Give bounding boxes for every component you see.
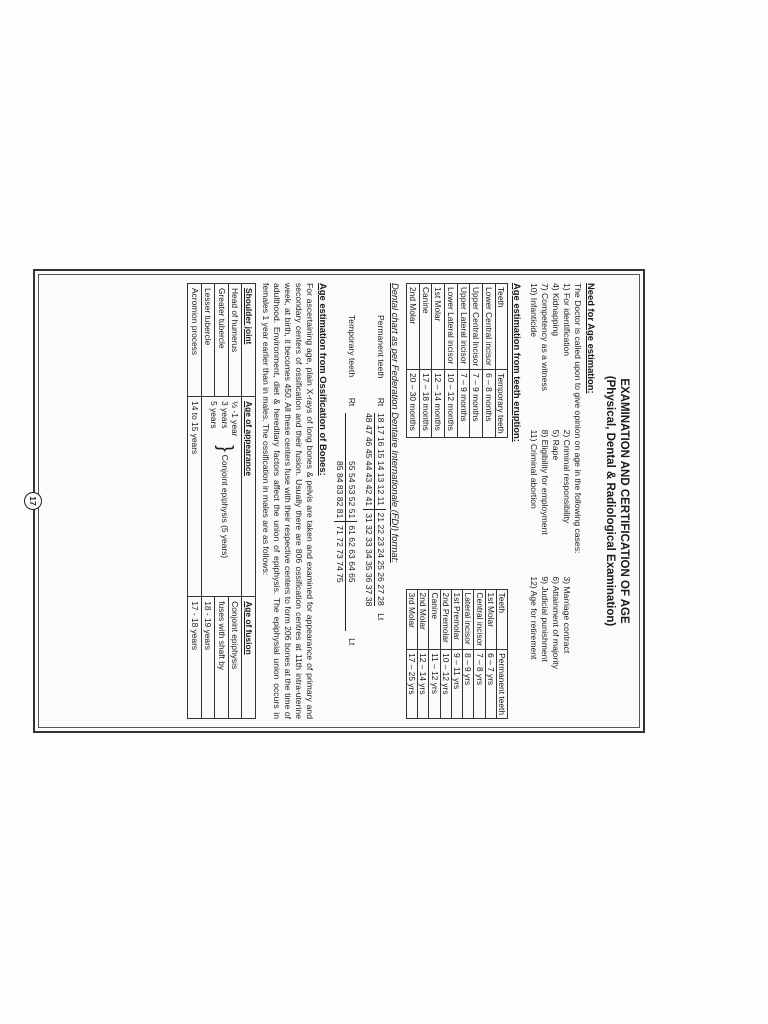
table-row: Head of humerus ½ -1 year 3 years 5 years } Conjoint epiphysis (5 years) Conjoint epiphysis — [228, 284, 242, 719]
need-item: 12) Age for retirement — [529, 576, 540, 660]
table-row: 1st Molar 6 – 7 yrs — [485, 589, 496, 718]
fdi-heading: Dental chart as per Federation Dentaire Internationale (FDI) format: — [389, 283, 401, 563]
need-list — [528, 283, 572, 719]
need-item: 11) Criminal abortion — [529, 429, 540, 509]
table-row: Lower Lateral incisor 10 – 12 months — [444, 284, 457, 438]
table-row: 3rd Molar 17 – 25 yrs — [406, 589, 417, 718]
brace-icon: } — [213, 445, 236, 452]
fdi-permanent-upper: Permanent teeth Rt 18 17 16 15 14 13 12 11 21 22 23 24 25 26 27 28 Lt — [374, 283, 386, 719]
table-row: Greater tubercle fuses with shaft by — [215, 284, 229, 719]
conjoint-note: Conjoint epiphysis (5 years) — [219, 454, 230, 559]
need-heading: Need for Age estimation: — [586, 283, 598, 394]
fdi-temporary-upper: Temporary teeth Rt 55 54 53 52 51 61 62 63 64 65 Lt — [345, 283, 357, 719]
need-item: 3) Marriage contract — [562, 576, 573, 654]
table-row: 2nd Molar 12 – 14 yrs — [418, 589, 429, 718]
eruption-tables — [406, 283, 508, 719]
ossification-table — [187, 283, 256, 719]
table-row: Canine 11 – 12 yrs — [429, 589, 440, 718]
need-item: 5) Rape — [551, 429, 562, 461]
table-header-row: Teeth Temporary teeth — [495, 284, 508, 438]
fdi-permanent-lower: 48 47 46 45 44 43 42 41 31 32 33 34 35 36 37 38 — [363, 413, 374, 607]
need-item: 9) Judicial punishment — [540, 576, 551, 662]
need-item: 4) Kidnapping — [551, 283, 562, 337]
fdi-temporary-lower: 85 84 83 82 81 71 72 73 74 75 — [334, 283, 345, 719]
table-header-row: Teeth Permanent teeth — [496, 589, 507, 718]
page-number: 17 — [24, 492, 42, 510]
permanent-teeth-table — [406, 589, 508, 719]
fdi-permanent-label: Permanent teeth — [375, 315, 386, 379]
table-row: Acromion process 14 to 15 years 17 - 18 years — [188, 284, 202, 719]
temporary-teeth-table — [406, 283, 508, 438]
table-row: Lesser tubercle 18 - 19 years — [201, 284, 215, 719]
certificate-page — [28, 269, 645, 733]
fdi-temporary-label: Temporary teeth — [346, 315, 357, 378]
table-row: 2nd Premolar 10 – 12 yrs — [440, 589, 451, 718]
page-title: EXAMINATION AND CERTIFICATION OF AGE (Physical, Dental & Radiological Examination) — [603, 375, 630, 627]
eruption-heading: Age estimation from teeth eruption: — [512, 283, 524, 442]
need-intro: The Doctor is called upon to give opinion on age in the following cases: — [573, 283, 584, 554]
table-header-row: Shoulder joint Age of appearance Age of fusion — [242, 284, 256, 719]
need-item: 1) For identification — [562, 283, 573, 357]
table-row: Central incisor 7 – 8 yrs — [474, 589, 485, 718]
need-item: 6) Attainment of majority — [551, 576, 562, 669]
table-row: 1st Premolar 9 – 11 yrs — [451, 589, 462, 718]
table-row: 1st Molar 12 – 14 months — [432, 284, 445, 438]
need-item: 7) Competency as a witness — [540, 283, 551, 391]
need-item: 10) Infanticide — [529, 283, 540, 337]
table-row: Upper Central Incisor 7 – 9 months — [470, 284, 483, 438]
table-row: Lateral incisor 8 – 9 yrs — [463, 589, 474, 718]
need-item: 8) Eligibility for employment — [540, 429, 551, 535]
table-row: 2nd Molar 20 – 30 months — [406, 284, 419, 438]
table-row: Upper Lateral incisor 7 – 9 months — [457, 284, 470, 438]
table-row: Lower Central incisor 6 – 8 months — [482, 284, 495, 438]
fdi-chart — [334, 283, 386, 719]
need-item: 2) Criminal responsibility — [562, 429, 573, 524]
table-row: Canine 17 – 18 months — [419, 284, 432, 438]
ossification-paragraph: For ascertaining age, plain X-rays of long bones & pelvis are taken and examined for appearance of primary and secondary centers of ossification and their fusion. Usually there are 806 ossification centres at 11th intra-uterine week, at birth, it becomes 450. All these centers fuse with their respective centers to form 206 bones at the time of adulthood. Environment, diet & hereditary factors affect the union of epiphysis. The epiphysial union occurs in females 1 year earlier than in males. The ossification in males are as follows: — [260, 283, 315, 719]
ossification-heading: Age estimation from Ossification of Bones: — [317, 283, 329, 476]
